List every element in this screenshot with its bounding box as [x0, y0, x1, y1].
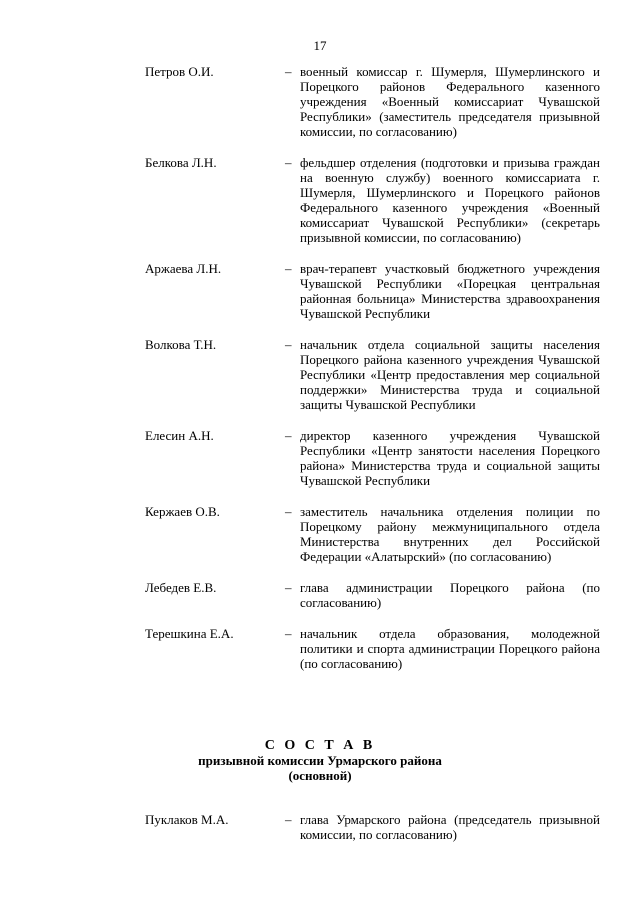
dash: –	[285, 261, 292, 276]
member-role: директор казенного учреждения Чувашской Республики «Центр занятости населения Порецкого района» Министерства труда и социальной защиты Чувашской Республики	[300, 428, 600, 488]
member-name: Кержаев О.В.	[145, 504, 220, 519]
dash: –	[285, 626, 292, 641]
composition-heading	[0, 738, 640, 783]
member-name: Елесин А.Н.	[145, 428, 214, 443]
member-entry	[145, 428, 600, 488]
dash: –	[285, 504, 292, 519]
second-commission-member-list	[145, 812, 600, 858]
member-entry	[145, 337, 600, 412]
member-role: заместитель начальника отделения полиции по Порецкому району межмуниципального отдела Министерства внутренних дел Российской Федерации «Алатырский» (по согласованию)	[300, 504, 600, 564]
page-number: 17	[313, 38, 327, 53]
member-entry	[145, 64, 600, 139]
member-name: Лебедев Е.В.	[145, 580, 217, 595]
composition-title: С О С Т А В	[264, 738, 376, 753]
member-role: глава Урмарского района (председатель призывной комиссии, по согласованию)	[300, 812, 600, 842]
member-role: военный комиссар г. Шумерля, Шумерлинского и Порецкого районов Федерального казенного учреждения «Военный комиссариат Чувашской Республики» (заместитель председателя призывной комиссии, по согласованию)	[300, 64, 600, 139]
member-role: фельдшер отделения (подготовки и призыва граждан на военную службу) военного комиссариата г. Шумерля, Шумерлинского и Порецкого районов Федерального казенного учреждения «Военный комиссариат Чувашской Республики» (секретарь призывной комиссии, по согласованию)	[300, 155, 600, 245]
dash: –	[285, 337, 292, 352]
commission-member-list	[145, 64, 600, 687]
member-name: Аржаева Л.Н.	[145, 261, 222, 276]
composition-qualifier: (основной)	[288, 768, 352, 783]
dash: –	[285, 64, 292, 79]
member-entry	[145, 580, 600, 610]
member-role: глава администрации Порецкого района (по согласованию)	[300, 580, 600, 610]
member-role: начальник отдела образования, молодежной политики и спорта администрации Порецкого района (по согласованию)	[300, 626, 600, 671]
member-role: врач-терапевт участковый бюджетного учреждения Чувашской Республики «Порецкая центральная районная больница» Министерства здравоохранения Чувашской Республики	[300, 261, 600, 321]
dash: –	[285, 155, 292, 170]
member-name: Петров О.И.	[145, 64, 214, 79]
dash: –	[285, 428, 292, 443]
member-name: Терешкина Е.А.	[145, 626, 234, 641]
member-entry	[145, 155, 600, 245]
dash: –	[285, 812, 292, 827]
member-entry	[145, 261, 600, 321]
member-role: начальник отдела социальной защиты населения Порецкого района казенного учреждения Чувашской Республики «Центр предоставления мер социальной поддержки» Министерства труда и социальной защиты Чувашской Республики	[300, 337, 600, 412]
member-name: Волкова Т.Н.	[145, 337, 217, 352]
composition-subtitle: призывной комиссии Урмарского района	[198, 753, 442, 768]
member-entry	[145, 812, 600, 842]
member-name: Пуклаков М.А.	[145, 812, 229, 827]
member-entry	[145, 626, 600, 671]
dash: –	[285, 580, 292, 595]
member-name: Белкова Л.Н.	[145, 155, 217, 170]
member-entry	[145, 504, 600, 564]
